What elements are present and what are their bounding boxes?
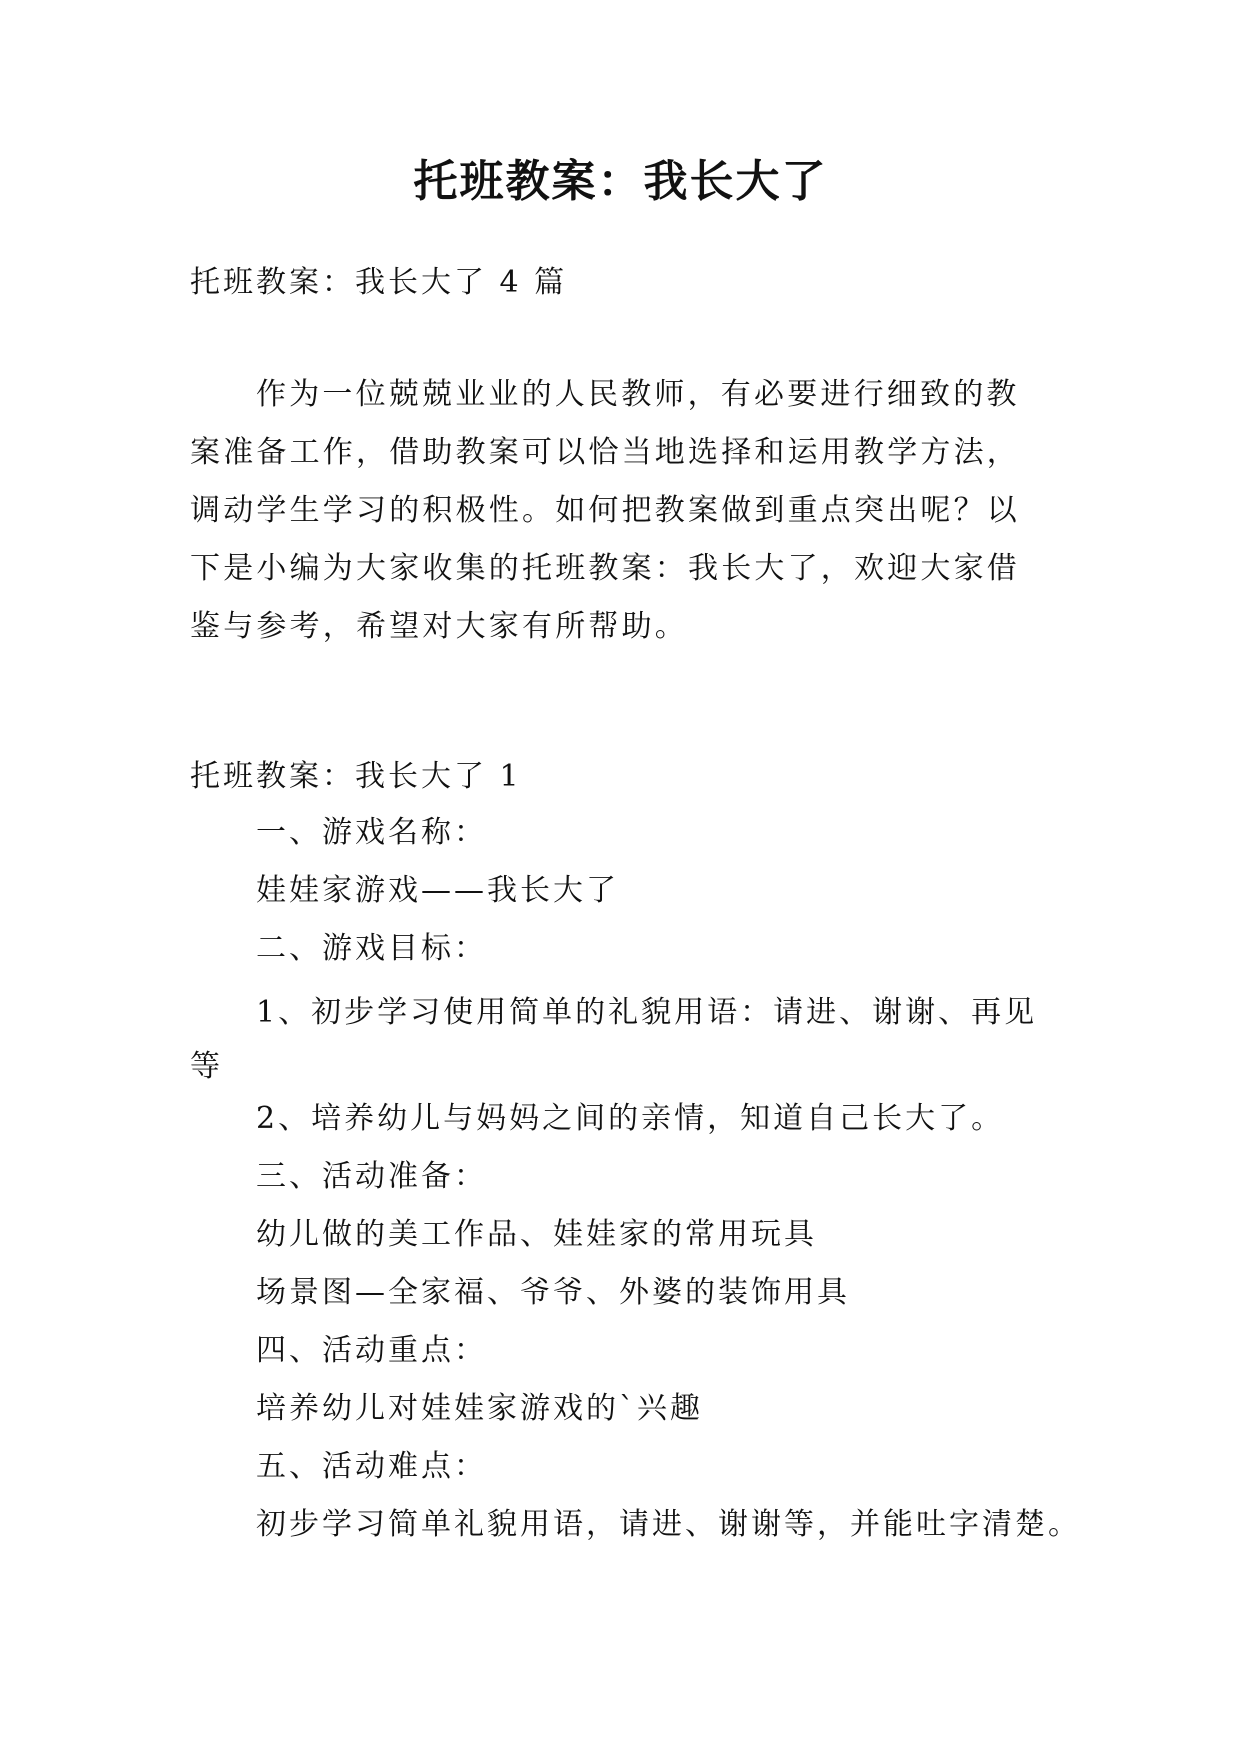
heading-activity-prep: 三、活动准备：: [256, 1159, 487, 1194]
focus-item: 培养幼儿对娃娃家游戏的`兴趣: [256, 1391, 703, 1426]
goal-item-1: 1、初步学习使用简单的礼貌用语：请进、谢谢、再见等: [190, 995, 1038, 1084]
section-heading: 托班教案：我长大了 1: [190, 759, 522, 794]
heading-game-name: 一、游戏名称：: [256, 815, 487, 850]
document-subtitle: 托班教案：我长大了 4 篇: [190, 265, 568, 300]
heading-activity-focus: 四、活动重点：: [256, 1333, 487, 1368]
prep-item-2: 场景图—全家福、爷爷、外婆的装饰用具: [256, 1275, 850, 1310]
prep-item-1: 幼儿做的美工作品、娃娃家的常用玩具: [256, 1217, 817, 1252]
goal-item-2: 2、培养幼儿与妈妈之间的亲情，知道自己长大了。: [256, 1101, 1005, 1136]
difficulty-item: 初步学习简单礼貌用语，请进、谢谢等，并能吐字清楚。: [256, 1507, 1081, 1542]
intro-paragraph: 作为一位兢兢业业的人民教师，有必要进行细致的教案准备工作，借助教案可以恰当地选择和运用教学方法，调动学生学习的积极性。如何把教案做到重点突出呢？以下是小编为大家收集的托班教案：我长大了，欢迎大家借鉴与参考，希望对大家有所帮助。: [190, 377, 1020, 644]
game-name-value: 娃娃家游戏——我长大了: [256, 873, 619, 908]
heading-game-goals: 二、游戏目标：: [256, 931, 487, 966]
heading-activity-difficulty: 五、活动难点：: [256, 1449, 487, 1484]
document-title: 托班教案：我长大了: [413, 156, 828, 207]
